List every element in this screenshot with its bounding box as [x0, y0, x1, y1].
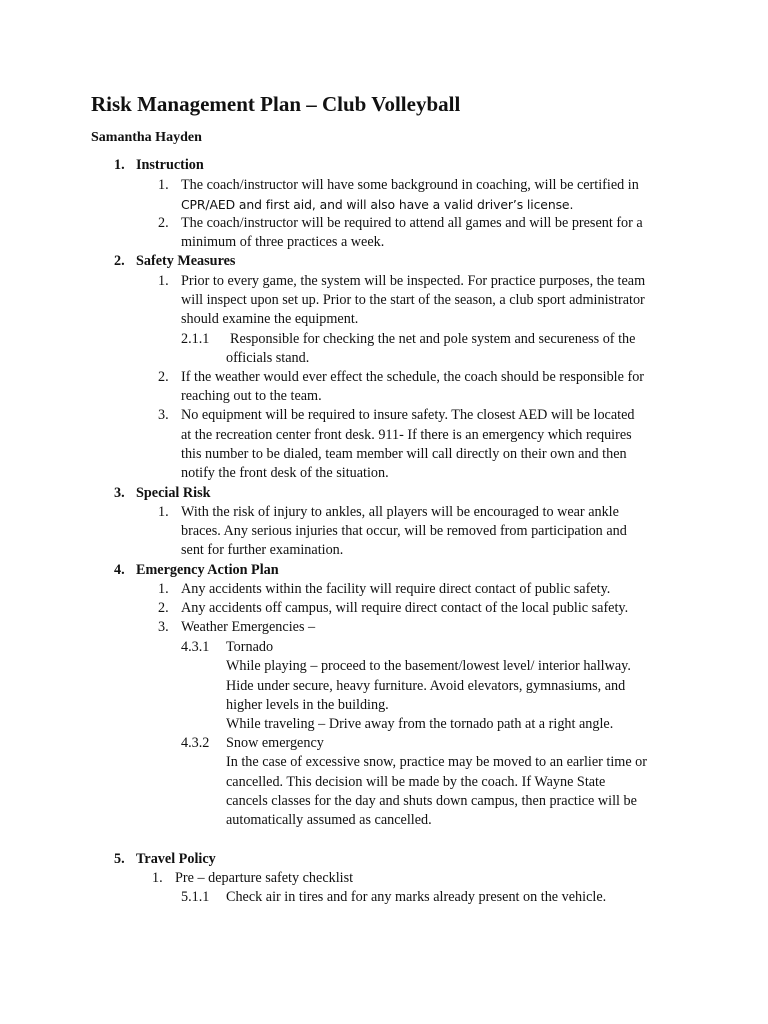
item-5-1-number: 1.: [152, 870, 163, 886]
item-4-2-line-1: Any accidents off campus, will require direct contact of the local public safety.: [181, 600, 629, 616]
item-4-1-line-1: Any accidents within the facility will require direct contact of public safety.: [181, 581, 611, 597]
section-4-heading: Emergency Action Plan: [136, 562, 279, 578]
item-4-3-line-1: Weather Emergencies –: [181, 619, 316, 635]
item-3-1-line-1: With the risk of injury to ankles, all players will be encouraged to wear ankle: [181, 504, 619, 520]
sub-4-3-2-line-3: cancels classes for the day and shuts down campus, then practice will be: [226, 793, 637, 809]
item-3-1-number: 1.: [158, 504, 169, 520]
item-2-1-line-3: should examine the equipment.: [181, 311, 359, 327]
section-1-heading: Instruction: [136, 157, 204, 173]
sub-2-1-1-line-2: officials stand.: [226, 350, 310, 366]
sub-4-3-2-number: 4.3.2: [181, 735, 210, 751]
item-1-2-line-2: minimum of three practices a week.: [181, 234, 385, 250]
item-4-2-number: 2.: [158, 600, 169, 616]
item-2-1-line-2: will inspect upon set up. Prior to the start of the season, a club sport administrator: [181, 292, 645, 308]
item-5-1-line-1: Pre – departure safety checklist: [175, 870, 354, 886]
sub-4-3-1-line-2: Hide under secure, heavy furniture. Avoid elevators, gymnasiums, and: [226, 678, 626, 694]
section-3-number: 3.: [114, 485, 125, 501]
item-4-3-number: 3.: [158, 619, 169, 635]
item-4-1-number: 1.: [158, 581, 169, 597]
item-2-1-number: 1.: [158, 273, 169, 289]
item-1-1-number: 1.: [158, 177, 169, 193]
item-2-3-line-3: this number to be dialed, team member will call directly on their own and then: [181, 446, 627, 462]
item-1-1-line-2: CPR/AED and first aid, and will also have a valid driver’s license.: [181, 197, 574, 212]
item-2-2-line-1: If the weather would ever effect the schedule, the coach should be responsible for: [181, 369, 645, 385]
section-1-number: 1.: [114, 157, 125, 173]
item-1-1-line-1: The coach/instructor will have some background in coaching, will be certified in: [181, 177, 639, 193]
section-5-heading: Travel Policy: [136, 851, 216, 867]
item-1-2-line-1: The coach/instructor will be required to attend all games and will be present for a: [181, 215, 643, 231]
sub-4-3-2-line-1: In the case of excessive snow, practice may be moved to an earlier time or: [226, 754, 647, 770]
item-2-3-number: 3.: [158, 407, 169, 423]
item-2-1-line-1: Prior to every game, the system will be inspected. For practice purposes, the team: [181, 273, 646, 289]
document-author: Samantha Hayden: [91, 130, 202, 145]
section-3-heading: Special Risk: [136, 485, 211, 501]
item-2-2-line-2: reaching out to the team.: [181, 388, 322, 404]
item-3-1-line-2: braces. Any serious injuries that occur, will be removed from participation and: [181, 523, 627, 539]
item-2-3-line-4: notify the front desk of the situation.: [181, 465, 389, 481]
sub-4-3-2-line-2: cancelled. This decision will be made by the coach. If Wayne State: [226, 774, 606, 790]
sub-4-3-1-line-1: While playing – proceed to the basement/lowest level/ interior hallway.: [226, 658, 631, 674]
item-2-2-number: 2.: [158, 369, 169, 385]
sub-4-3-1-number: 4.3.1: [181, 639, 210, 655]
sub-4-3-2-heading: Snow emergency: [226, 735, 324, 751]
item-3-1-line-3: sent for further examination.: [181, 542, 344, 558]
sub-2-1-1-number: 2.1.1: [181, 331, 210, 347]
section-2-heading: Safety Measures: [136, 253, 236, 269]
sub-4-3-2-line-4: automatically assumed as cancelled.: [226, 812, 432, 828]
document-title: Risk Management Plan – Club Volleyball: [91, 92, 461, 116]
item-2-3-line-1: No equipment will be required to insure safety. The closest AED will be located: [181, 407, 635, 423]
section-5-number: 5.: [114, 851, 125, 867]
sub-4-3-1-line-4: While traveling – Drive away from the tornado path at a right angle.: [226, 716, 614, 732]
item-1-2-number: 2.: [158, 215, 169, 231]
item-2-3-line-2: at the recreation center front desk. 911- If there is an emergency which requires: [181, 427, 632, 443]
section-2-number: 2.: [114, 253, 125, 269]
sub-5-1-1-number: 5.1.1: [181, 889, 210, 905]
sub-2-1-1-line-1: Responsible for checking the net and pole system and secureness of the: [230, 331, 636, 347]
section-4-number: 4.: [114, 562, 125, 578]
sub-4-3-1-line-3: higher levels in the building.: [226, 697, 389, 713]
sub-4-3-1-heading: Tornado: [226, 639, 274, 655]
sub-5-1-1-line-1: Check air in tires and for any marks already present on the vehicle.: [226, 889, 607, 905]
